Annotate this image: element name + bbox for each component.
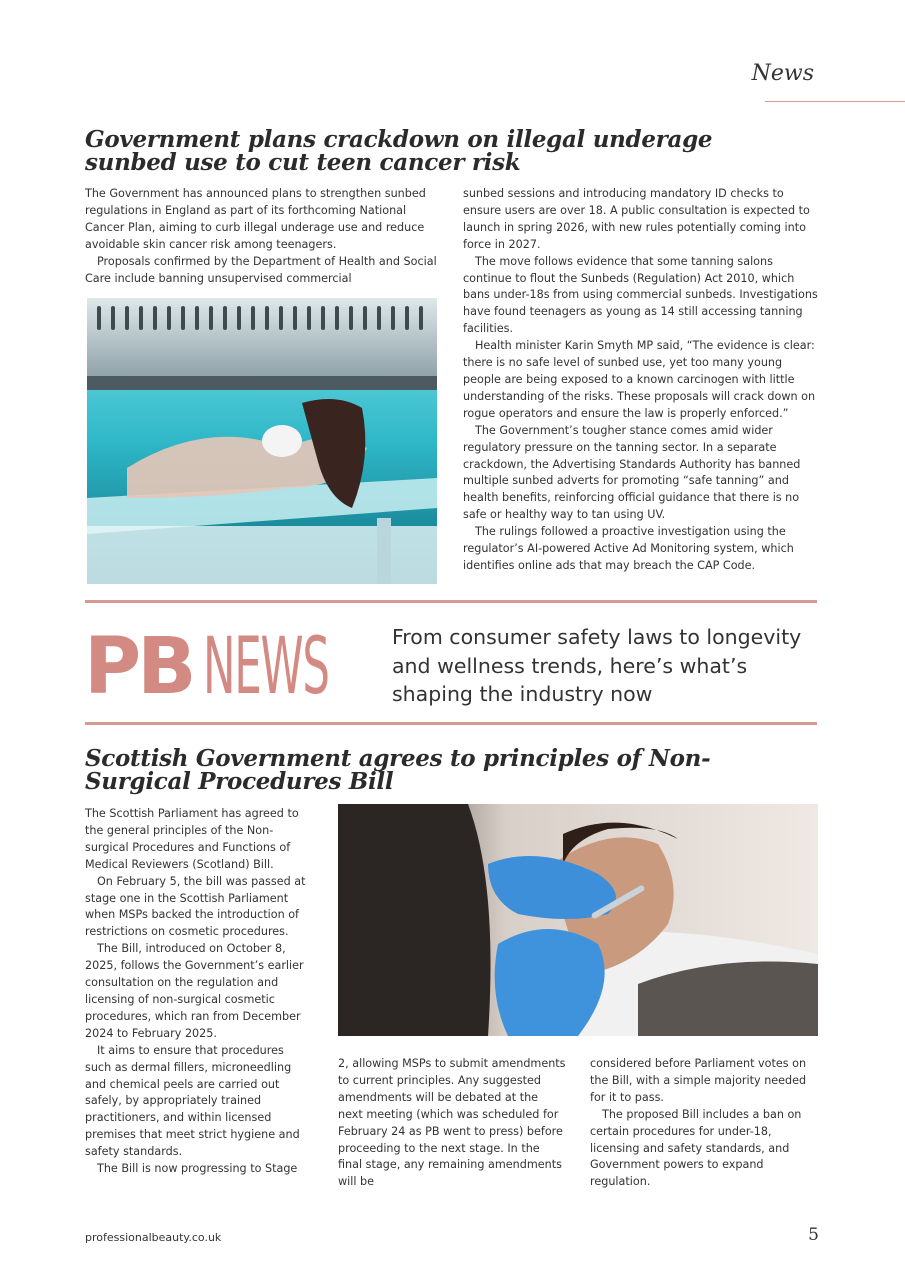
article2-paragraph: The Bill, introduced on October 8, 2025, follows the Government’s earlier consultation on the regulation and licensing of non-surgical cosmetic procedures, which ran from December 2024 to February 2025. <box>85 942 304 1040</box>
article1-right-column <box>463 186 818 575</box>
pb-news-logo <box>84 622 405 712</box>
tanning-bed-image <box>87 298 437 584</box>
article1-paragraph: The move follows evidence that some tanning salons continue to flout the Sunbeds (Regulation) Act 2010, which bans under-18s from using commercial sunbeds. Investigations have found teenagers as young as 14 still accessing tanning facilities. <box>463 254 818 336</box>
footer-url[interactable]: professionalbeauty.co.uk <box>85 1231 222 1244</box>
article2-headline: Scottish Government agrees to principles of Non-Surgical Procedures Bill <box>85 745 711 795</box>
article2-paragraph: The Bill is now progressing to Stage <box>97 1162 298 1176</box>
section-rule <box>765 101 905 102</box>
article2-paragraph: It aims to ensure that procedures such as dermal fillers, microneedling and chemical peels are carried out safely, by appropriately trained practitioners, and within licensed premises that meet strict hygiene and safety standards. <box>85 1043 300 1159</box>
pb-logo-bold: PB <box>84 622 193 712</box>
page-number: 5 <box>808 1225 819 1245</box>
banner-top-rule <box>85 600 817 603</box>
article1-paragraph: Proposals confirmed by the Department of Health and Social Care include banning unsupervised commercial <box>85 254 437 285</box>
article2-column-3 <box>590 1056 818 1191</box>
article1-headline: Government plans crackdown on illegal underage sunbed use to cut teen cancer risk <box>85 126 713 176</box>
section-label: News <box>751 61 814 86</box>
article2-column-1 <box>85 806 313 1178</box>
article1-paragraph: The Government has announced plans to strengthen sunbed regulations in England as part of its forthcoming National Cancer Plan, aiming to curb illegal underage use and reduce avoidable skin cancer risk among teenagers. <box>85 187 426 251</box>
article1-paragraph: The Government’s tougher stance comes amid wider regulatory pressure on the tanning sector. In a separate crackdown, the Advertising Standards Authority has banned multiple sunbed adverts for promoting “safe tanning” and health benefits, reinforcing official guidance that there is no safe or healthy way to tan using UV. <box>463 423 801 522</box>
banner-bottom-rule <box>85 722 817 725</box>
article2-column-2 <box>338 1056 566 1191</box>
article2-paragraph: The proposed Bill includes a ban on certain procedures for under-18, licensing and safety standards, and Government powers to expand regulation. <box>590 1107 802 1189</box>
article2-paragraph: On February 5, the bill was passed at stage one in the Scottish Parliament when MSPs backed the introduction of restrictions on cosmetic procedures. <box>85 874 306 939</box>
banner-tagline: From consumer safety laws to longevity and wellness trends, here’s what’s shaping the industry now <box>392 625 802 706</box>
article2-paragraph: The Scottish Parliament has agreed to the general principles of the Non-surgical Procedures and Functions of Medical Reviewers (Scotland) Bill. <box>85 807 299 871</box>
cosmetic-injection-image <box>338 804 818 1036</box>
injection-photo <box>338 804 818 1036</box>
article1-paragraph: Health minister Karin Smyth MP said, “The evidence is clear: there is no safe level of sunbed use, yet too many young people are being exposed to a known carcinogen with little understanding of the risks. These proposals will crack down on rogue operators and ensure the law is properly enforced.” <box>463 339 816 420</box>
article2-paragraph: considered before Parliament votes on the Bill, with a simple majority needed for it to pass. <box>590 1057 807 1104</box>
tanning-photo <box>87 298 437 584</box>
article1-left-column <box>85 186 437 287</box>
article1-paragraph: The rulings followed a proactive investigation using the regulator’s AI-powered Active Ad Monitoring system, which identifies online ads that may breach the CAP Code. <box>463 525 794 572</box>
article2-paragraph: 2, allowing MSPs to submit amendments to current principles. Any suggested amendments will be debated at the next meeting (which was scheduled for February 24 as PB went to press) before proceeding to the next stage. In the final stage, any remaining amendments will be <box>338 1057 566 1189</box>
pb-logo-thin: NEWS <box>202 622 329 712</box>
article1-paragraph: sunbed sessions and introducing mandatory ID checks to ensure users are over 18. A public consultation is expected to launch in spring 2026, with new rules potentially coming into force in 2027. <box>463 187 810 251</box>
